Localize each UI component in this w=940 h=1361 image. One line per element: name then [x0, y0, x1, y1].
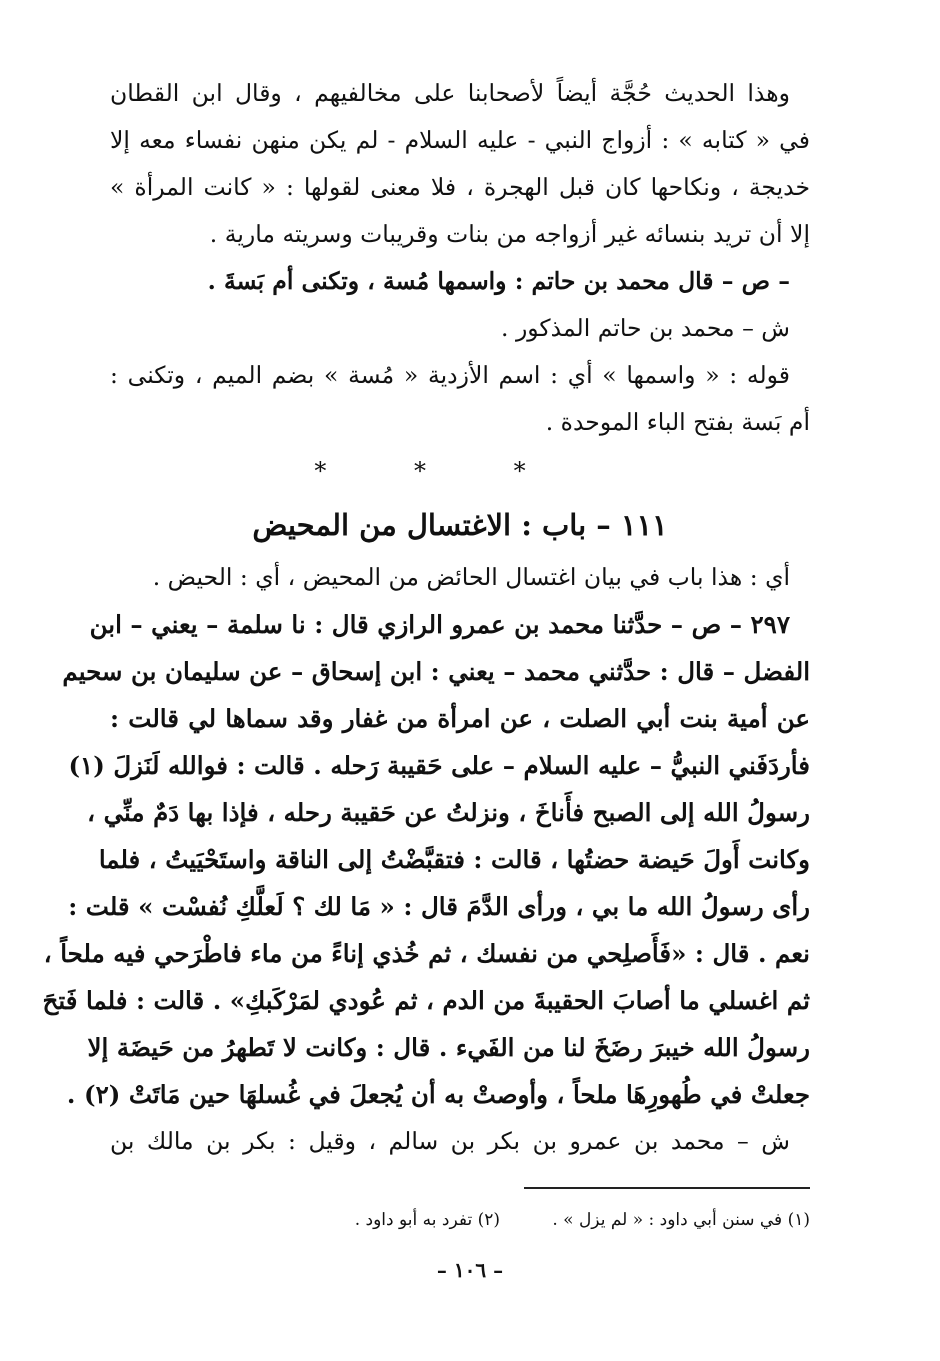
- hadith-line: ثم اغسلي ما أصابَ الحقيبةَ من الدم ، ثم عُودي لمَرْكَبكِ» . قالت : فلما فَتحَ: [42, 986, 810, 1015]
- footnote-2: (٢) تفرد به أبو داود .: [354, 1210, 500, 1230]
- footnotes: [110, 1203, 810, 1237]
- chapter-explanation: أي : هذا باب في بيان اغتسال الحائض من المحيض ، أي : الحيض .: [152, 563, 790, 591]
- text-line: أم بَسة بفتح الباء الموحدة .: [545, 408, 810, 436]
- text-line: قوله : « واسمها » أي : اسم الأزدية « مُسة » بضم الميم ، وتكنى :: [110, 361, 790, 389]
- footnote-1: (١) في سنن أبي داود : « لم يزل » .: [552, 1210, 810, 1230]
- hadith-line: نعم . قال : «فَأَصلِحي من نفسك ، ثم خُذي إناءً من ماء فاطْرَحي فيه ملحاً ،: [43, 939, 810, 968]
- paragraph-ibn-al-qattan: [110, 70, 810, 258]
- hadith-line: جعلتْ في طُهورِهَا ملحاً ، وأوصتْ به أن يُجعلَ في غُسلهَا حين مَاتَتْ (٢) .: [66, 1080, 810, 1109]
- page-body: [42, 70, 810, 1165]
- text-sad-line: – ص – قال محمد بن حاتم : واسمها مُسة ، وتكنى أم بَسةَ .: [207, 267, 790, 295]
- section-separator: * * *: [314, 457, 566, 485]
- hadith-line: رسولُ الله إلى الصبح فأَناخَ ، ونزلتُ عن حَقيبة رحله ، فإذا بها دَمٌ منِّي ،: [87, 798, 810, 827]
- text-shin-line: ش – محمد بن حاتم المذكور .: [501, 314, 790, 342]
- chapter-title: ١١١ – باب : الاغتسال من المحيض: [252, 508, 668, 542]
- hadith-line: فأردَفَني النبيُّ – عليه السلام – على حَقيبة رَحله . قالت : فوالله لَنَزلَ (١): [68, 751, 810, 780]
- footnote-divider: [524, 1187, 810, 1189]
- page-number: – ١٠٦ –: [436, 1258, 504, 1282]
- hadith-line: رسولُ الله خيبرَ رضَخَ لنا من الفَيء . قال : وكانت لا تَطهرُ من حَيضَة إلا: [87, 1033, 810, 1062]
- hadith-line: عن أمية بنت أبي الصلت ، عن امرأة من غفار وقد سماها لي قالت :: [110, 704, 810, 733]
- text-line: خديجة ، ونكاحها كان قبل الهجرة ، فلا معنى لقولها : « كانت المرأة »: [110, 173, 810, 201]
- text-shin-line: ش – محمد بن عمرو بن بكر بن سالم ، وقيل : بكر بن مالك بن: [110, 1127, 790, 1155]
- hadith-line: الفضل – قال : حدَّثني محمد – يعني : ابن إسحاق – عن سليمان بن سحيم: [62, 657, 810, 686]
- text-line: وهذا الحديث حُجَّة أيضاً لأصحابنا على مخالفيهم ، وقال ابن القطان: [110, 79, 790, 107]
- text-line: إلا أن تريد بنسائه غير أزواجه من بنات وقريبات وسريته مارية .: [209, 220, 810, 248]
- hadith-text: [42, 601, 810, 1118]
- commentary-paragraph: [110, 352, 810, 446]
- hadith-line: وكانت أَولَ حَيضة حضتُها ، قالت : فتقبَّضْتُ إلى الناقة واستَحْيَيتُ ، فلما: [98, 845, 810, 874]
- hadith-line: ٢٩٧ – ص – حدَّثنا محمد بن عمرو الرازي قال : نا سلمة – يعني – ابن: [89, 610, 790, 639]
- text-line: في « كتابه » : أزواج النبي - عليه السلام - لم يكن منهن نفساء معه إلا: [110, 126, 810, 154]
- hadith-line: رأى رسولُ الله ما بي ، ورأى الدَّمَ قال : « مَا لك ؟ لَعلَّكِ نُفسْت » قلت :: [68, 892, 810, 921]
